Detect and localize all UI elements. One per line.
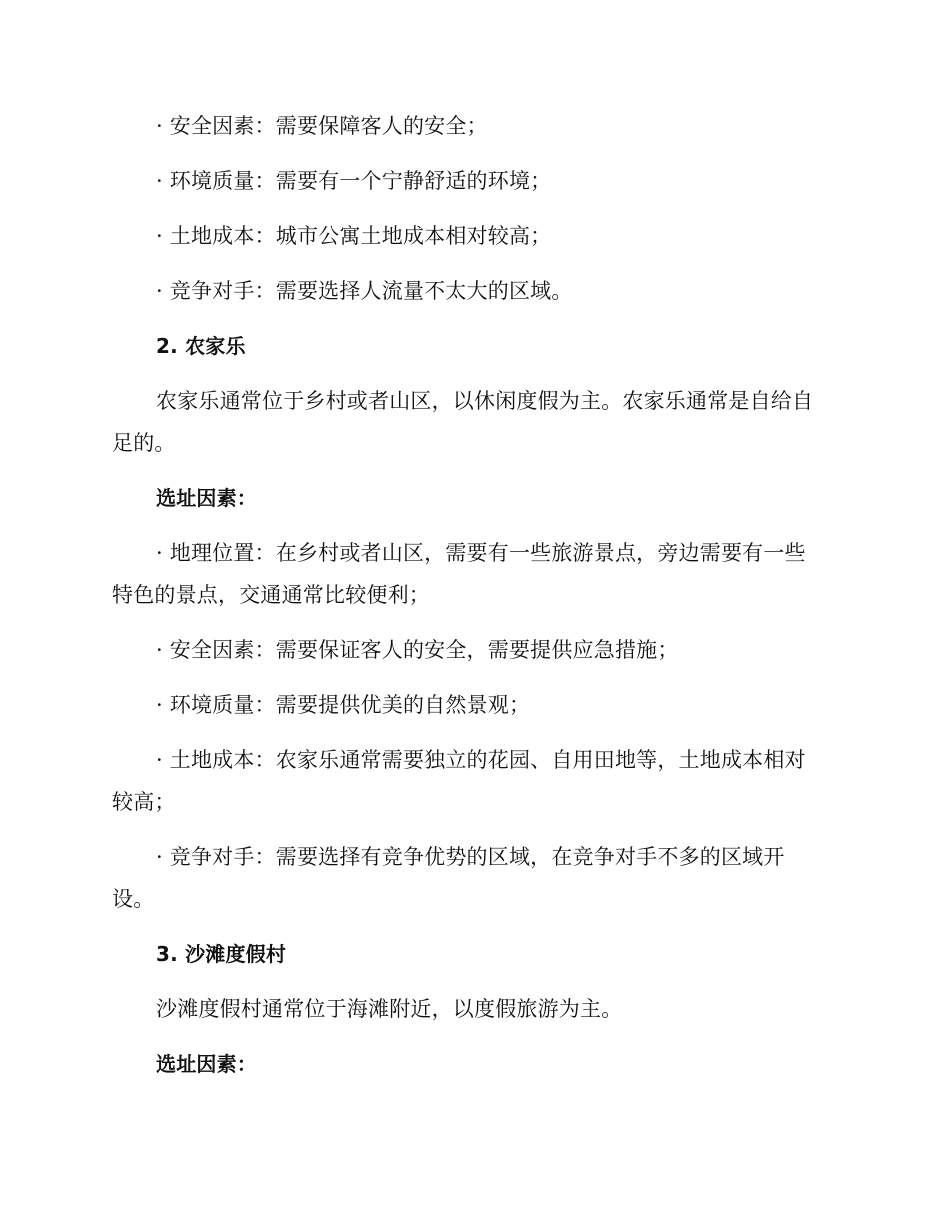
farmhouse-paragraph-line-2: 足的。: [112, 431, 176, 455]
bullet-competitors-2-line-2: 设。: [112, 887, 155, 911]
bullet-security-factor-2: · 安全因素：需要保证客人的安全，需要提供应急措施；: [156, 638, 679, 662]
bullet-land-cost: · 土地成本：城市公寓土地成本相对较高；: [156, 224, 552, 248]
bullet-security-factor: · 安全因素：需要保障客人的安全；: [156, 114, 488, 138]
bullet-environment-quality-2: · 环境质量：需要提供优美的自然景观；: [156, 693, 531, 717]
beach-resort-paragraph: 沙滩度假村通常位于海滩附近，以度假旅游为主。: [156, 997, 623, 1021]
bullet-environment-quality: · 环境质量：需要有一个宁静舒适的环境；: [156, 169, 552, 193]
site-factors-heading-2: 选址因素：: [156, 1052, 257, 1076]
section-heading-farmhouse: 2. 农家乐: [156, 334, 246, 358]
bullet-geo-location-line-1: · 地理位置：在乡村或者山区，需要有一些旅游景点，旁边需要有一些: [156, 541, 806, 565]
site-factors-heading: 选址因素：: [156, 486, 257, 510]
bullet-competitors: · 竞争对手：需要选择人流量不太大的区域。: [156, 279, 573, 303]
farmhouse-paragraph-line-1: 农家乐通常位于乡村或者山区，以休闲度假为主。农家乐通常是自给自: [156, 389, 814, 413]
bullet-competitors-2-line-1: · 竞争对手：需要选择有竞争优势的区域，在竞争对手不多的区域开: [156, 845, 785, 869]
bullet-land-cost-2-line-2: 较高；: [112, 790, 176, 814]
section-heading-beach-resort: 3. 沙滩度假村: [156, 942, 287, 966]
bullet-geo-location-line-2: 特色的景点，交通通常比较便利；: [112, 583, 430, 607]
bullet-land-cost-2-line-1: · 土地成本：农家乐通常需要独立的花园、自用田地等，土地成本相对: [156, 748, 806, 772]
